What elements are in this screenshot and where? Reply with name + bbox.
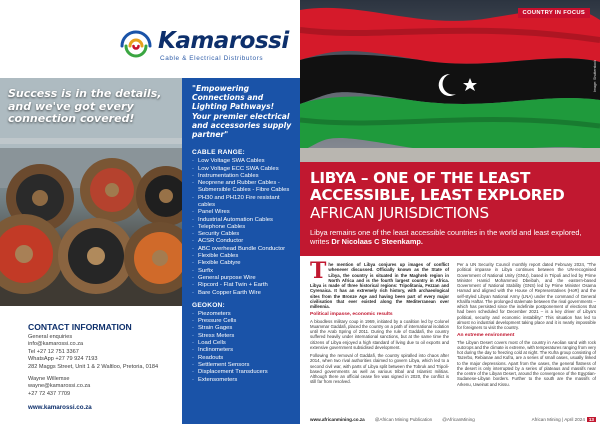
cable-range-item: - General purpose Wire xyxy=(192,275,292,282)
subheading-political: Political impasse, economic results xyxy=(310,312,393,318)
cable-range-item: - Instrumentation Cables xyxy=(192,173,292,180)
cable-range-item: - Surfix xyxy=(192,268,292,275)
geokon-item: - Extensometers xyxy=(192,377,292,384)
article-body xyxy=(310,258,596,410)
logo-tagline: Cable & Electrical Distributors xyxy=(160,55,264,62)
cable-range-item: - ABC overhead Bundle Conductor xyxy=(192,246,292,253)
geokon-item: - Inclinometers xyxy=(192,347,292,354)
lead-paragraph xyxy=(310,258,449,309)
geokon-item: - Stress Meters xyxy=(192,333,292,340)
contact-person: Wayne Willemse xyxy=(28,376,70,383)
cable-range-item: - Ripcord - Flat Twin + Earth xyxy=(192,282,292,289)
cable-range-item: - Low Voltage ECC SWA Cables xyxy=(192,166,292,173)
geokon-item: - Load Cells xyxy=(192,340,292,347)
paragraph: Following the removal of Gaddafi, the country spiralled into chaos after 2014, when two rival authorities claimed to govern Libya, which led to a second civil war, with parts of Libya split between the Tobruk and Tripoli-based governments as well as various tribal and Islamist militias. Although there an official cease fire was signed in 2020, the conflict is still far from resolved. xyxy=(310,353,449,385)
cable-drums-photo xyxy=(0,78,182,306)
paragraph: A bloodless military coup in 1969, initiated by a coalition led by Colonel Muammar Gaddafi, placed the country on a path of international isolation until the Arab Spring of 2011. During the rule of Gaddafi, the country suffered heavily under international sanctions, but at the same time the citizens of Libya enjoyed a high standard of living due to oil exports and extensive government subsidised development. xyxy=(310,318,449,350)
logo-name: Kamarossi xyxy=(158,28,289,54)
advert-tagline: Success is in the details, and we've got every connection covered! xyxy=(8,87,162,125)
geokon-item: - Readouts xyxy=(192,355,292,362)
lead-text: he mention of Libya conjures up images of conflict whenever discussed. Officially known as the State of Libya, the country is situated in the Maghreb region in North Africa and is the fourth largest country in Africa. Libya is made of three historical regions: Tripolitania, Fezzan and Cyrenaica. It has an extremely rich history, with archaeological sites from the Bronze Age and having been part of every major civilisation that ever existed along the Mediterranean over millennia. xyxy=(310,262,449,309)
geokon-list xyxy=(192,311,292,384)
footer-date: April 2024 xyxy=(564,416,585,422)
cable-range-item: - Panel Wires xyxy=(192,209,292,216)
kamarossi-logo xyxy=(118,26,289,66)
geokon-item: - Strain Gages xyxy=(192,325,292,332)
cable-range-item: - Industrial Automation Cables xyxy=(192,217,292,224)
footer-social-facebook: @African Mining Publication xyxy=(374,416,433,422)
author: Dr Nicolaas C Steenkamp. xyxy=(331,237,423,247)
footer-issue: African Mining | April 2024 13 xyxy=(531,416,594,422)
cable-range-item: - Low Voltage SWA Cables xyxy=(192,158,292,165)
advert-website[interactable]: www.kamarossi.co.za xyxy=(28,404,92,412)
geokon-title: GEOKON: xyxy=(192,301,225,309)
standfirst xyxy=(310,228,590,247)
contact-whatsapp: WhatsApp +27 79 924 7193 xyxy=(28,356,98,363)
subheading-environment: An extreme environment xyxy=(457,333,515,339)
geokon-item: - Displacement Transducers xyxy=(192,369,292,376)
cable-range-item: - PH30 and PH120 Fire resistant cables xyxy=(192,195,292,210)
contact-email[interactable]: info@kamarossi.co.za xyxy=(28,341,84,348)
contact-person-tel: +27 72 437 7709 xyxy=(28,390,71,397)
cable-range-list xyxy=(192,158,292,297)
column-2 xyxy=(457,262,596,410)
cable-range-item: - Bare Copper Earth Wire xyxy=(192,290,292,297)
column-1 xyxy=(310,258,449,410)
cable-range-item: - ACSR Conductor xyxy=(192,238,292,245)
cable-range-title: CABLE RANGE: xyxy=(192,149,245,157)
contact-tel: Tel +27 12 751 3367 xyxy=(28,348,79,355)
article-title-secondary: AFRICAN JURISDICTIONS xyxy=(310,204,489,222)
libya-flag-illustration xyxy=(300,0,600,162)
cable-spiral-icon xyxy=(118,29,154,63)
standfirst-text: Libya remains one of the least accessible countries in the world and least explored, writes xyxy=(310,228,582,247)
contact-address: 282 Maggs Street, Unit 1 & 2 Waltloo, Pretoria, 0184 xyxy=(28,363,159,370)
footer-url[interactable]: www.africanmining.co.za xyxy=(310,416,365,422)
cable-range-item: - Neoprene and Rubber Cables - Submersible Cables - Fibre Cables xyxy=(192,180,292,195)
section-badge: COUNTRY IN FOCUS xyxy=(518,8,590,18)
contact-title: CONTACT INFORMATION xyxy=(28,322,132,332)
cable-range-item: - Security Cables xyxy=(192,231,292,238)
article-page xyxy=(300,0,600,424)
geokon-item: - Piezometers xyxy=(192,311,292,318)
geokon-item: - Settlement Sensors xyxy=(192,362,292,369)
geokon-item: - Pressure Cells xyxy=(192,318,292,325)
page-footer xyxy=(310,414,596,424)
cable-range-item: - Flexible Cables xyxy=(192,253,292,260)
general-enquiries-label: General enquiries xyxy=(28,334,73,340)
libya-flag-photo xyxy=(300,0,600,162)
cable-range-item: - Telephone Cables xyxy=(192,224,292,231)
drop-cap: T xyxy=(310,258,327,284)
contact-block xyxy=(28,322,178,411)
photo-credit: Image: Shutterstock xyxy=(593,60,597,92)
paragraph: Per a UN Security Council monthly report dated February 2024, "The political impasse in Libya continues between the UN-recognised Government of National Unity (GNU), based in Tripoli and led by Prime Minister Hamid Mohammed Dbeibah, and the eastern-based Government of National Stability (GNS) led by Prime Minister Osama Hamad and aligned with the House of Representatives (HoR) and the self-styled Libyan National Army (LNA) under the command of General Khalifa Haftar. The prolonged stalemate between the rival governments – which has persisted since the indefinite postponement of elections that had been scheduled for December 2021 – is a key driver of Libya's political, security and economic instability." This situation has led to almost no industrial development taking place and it is nearly impossible for foreigners to visit the country. xyxy=(457,262,596,330)
page-number: 13 xyxy=(588,416,594,422)
article-title: LIBYA – ONE OF THE LEAST ACCESSIBLE, LEAST EXPLORED xyxy=(310,169,565,204)
title-band xyxy=(300,162,600,256)
panel-heading: "Empowering Connections and Lighting Pathways! Your premier electrical and accessories supply partner" xyxy=(192,84,292,140)
contact-person-email[interactable]: wayne@kamarossi.co.za xyxy=(28,383,91,390)
product-panel xyxy=(182,78,300,424)
footer-social-twitter: @AfricanMining xyxy=(442,416,475,422)
footer-magazine: African Mining xyxy=(531,416,561,422)
cable-range-item: - Flexible Cabtyre xyxy=(192,260,292,267)
paragraph: The Libyan Desert covers most of the country in Aeolian sand with rock outcrops and the climate is extreme, with temperatures ranging from very hot during the day to freezing cold at night. The Kufra group consisting of Tazerbo, Rebianae and Kufra, are a series of small oases, usually linked to the major depressions. Apart from the oases, the general flatness of the desert is only interrupted by a series of plateaus and massifs near the centre of the Libyan Desert, around the convergence of the Egyptian-Sudanese-Libyan borders. Further to the south are the massifs of Arkenu, Uweinat and Kissu. xyxy=(457,339,596,387)
